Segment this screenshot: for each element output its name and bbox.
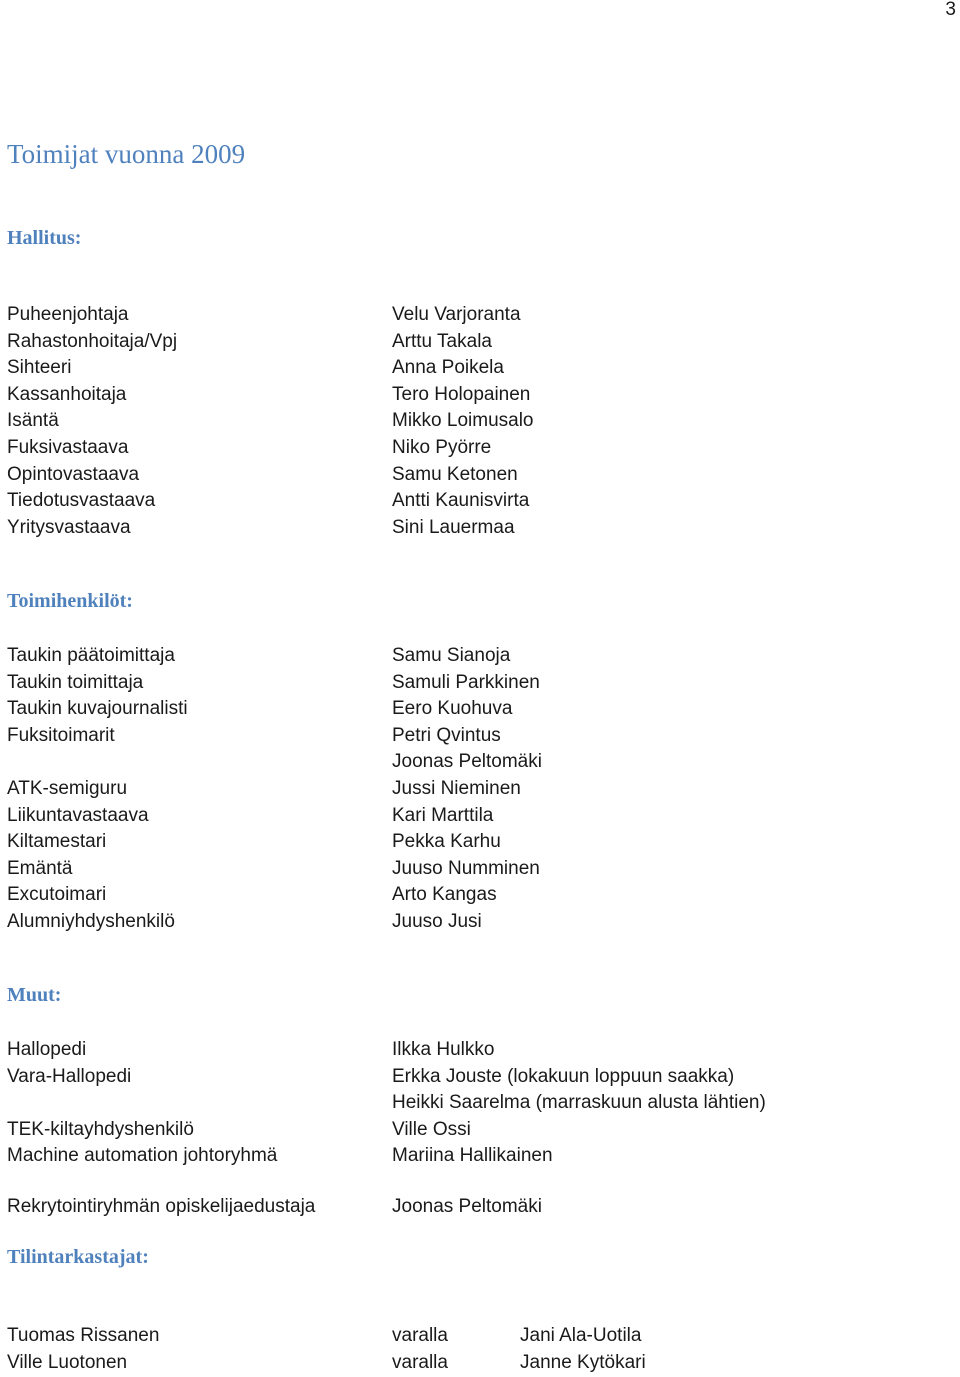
page-title: Toimijat vuonna 2009 bbox=[7, 139, 246, 169]
person-name: Samu Sianoja bbox=[392, 645, 511, 666]
deputy-label: varalla bbox=[392, 1325, 448, 1346]
deputy-label: varalla bbox=[392, 1352, 448, 1373]
hallitus-names bbox=[392, 302, 534, 541]
role: Sihteeri bbox=[7, 357, 72, 379]
role: Taukin päätoimittaja bbox=[7, 645, 175, 666]
person-name: Pekka Karhu bbox=[392, 831, 501, 853]
role: Liikuntavastaava bbox=[7, 804, 149, 826]
person-name: Joonas Peltomäki bbox=[392, 751, 542, 773]
person-name: Jussi Nieminen bbox=[392, 777, 521, 799]
person-name: Kari Marttila bbox=[392, 804, 494, 826]
person-name: Sini Lauermaa bbox=[392, 516, 515, 538]
role: Rekrytointiryhmän opiskelijaedustaja bbox=[7, 1196, 316, 1217]
role: Opintovastaava bbox=[7, 463, 140, 485]
person-name: Mariina Hallikainen bbox=[392, 1145, 553, 1167]
toimihenkilot-names bbox=[392, 643, 542, 936]
spacer bbox=[7, 749, 188, 776]
person-name: Mikko Loimusalo bbox=[392, 410, 534, 432]
auditor-name: Ville Luotonen bbox=[7, 1352, 128, 1373]
role: Isäntä bbox=[7, 410, 59, 432]
person-name: Erkka Jouste (lokakuun loppuun saakka) bbox=[392, 1065, 735, 1087]
person-name: Eero Kuohuva bbox=[392, 698, 513, 720]
person-name: Niko Pyörre bbox=[392, 436, 492, 458]
role: Rahastonhoitaja/Vpj bbox=[7, 330, 178, 352]
muut-names bbox=[392, 1037, 766, 1170]
person-name: Arttu Takala bbox=[392, 330, 492, 352]
role: Machine automation johtoryhmä bbox=[7, 1145, 278, 1167]
role: Puheenjohtaja bbox=[7, 304, 129, 325]
role: Vara-Hallopedi bbox=[7, 1065, 132, 1087]
person-name: Heikki Saarelma (marraskuun alusta lähtien) bbox=[392, 1092, 766, 1114]
person-name: Ilkka Hulkko bbox=[392, 1039, 495, 1060]
role: Kassanhoitaja bbox=[7, 383, 127, 405]
role: TEK-kiltayhdyshenkilö bbox=[7, 1118, 194, 1140]
person-name: Ville Ossi bbox=[392, 1118, 471, 1140]
role: Fuksivastaava bbox=[7, 436, 129, 458]
role: ATK-semiguru bbox=[7, 777, 128, 799]
deputy-name: Janne Kytökari bbox=[520, 1352, 646, 1373]
role: Taukin toimittaja bbox=[7, 671, 144, 693]
auditor-name: Tuomas Rissanen bbox=[7, 1325, 160, 1346]
person-name: Samuli Parkkinen bbox=[392, 671, 540, 693]
heading-muut: Muut: bbox=[7, 984, 62, 1006]
role: Fuksitoimarit bbox=[7, 724, 115, 746]
role: Emäntä bbox=[7, 857, 73, 879]
person-name: Petri Qvintus bbox=[392, 724, 501, 746]
person-name: Juuso Numminen bbox=[392, 857, 540, 879]
heading-toimihenkilot: Toimihenkilöt: bbox=[7, 590, 133, 612]
deputy-name: Jani Ala-Uotila bbox=[520, 1325, 642, 1346]
role: Hallopedi bbox=[7, 1039, 87, 1060]
role: Taukin kuvajournalisti bbox=[7, 698, 188, 720]
role: Alumniyhdyshenkilö bbox=[7, 910, 175, 932]
person-name: Juuso Jusi bbox=[392, 910, 482, 932]
heading-tilintarkastajat: Tilintarkastajat: bbox=[7, 1246, 149, 1268]
person-name: Velu Varjoranta bbox=[392, 304, 521, 325]
person-name: Samu Ketonen bbox=[392, 463, 518, 485]
role: Yritysvastaava bbox=[7, 516, 131, 538]
role: Kiltamestari bbox=[7, 831, 107, 853]
page-number: 3 bbox=[945, 0, 956, 20]
role: Tiedotusvastaava bbox=[7, 490, 156, 512]
muut-roles bbox=[7, 1037, 277, 1170]
person-name: Anna Poikela bbox=[392, 357, 504, 379]
person-name: Joonas Peltomäki bbox=[392, 1196, 542, 1217]
person-name: Antti Kaunisvirta bbox=[392, 490, 530, 512]
spacer bbox=[7, 1090, 277, 1117]
hallitus-roles bbox=[7, 302, 177, 541]
heading-hallitus: Hallitus: bbox=[7, 227, 82, 249]
person-name: Arto Kangas bbox=[392, 884, 497, 906]
person-name: Tero Holopainen bbox=[392, 383, 531, 405]
toimihenkilot-roles bbox=[7, 643, 188, 936]
role: Excutoimari bbox=[7, 884, 107, 906]
